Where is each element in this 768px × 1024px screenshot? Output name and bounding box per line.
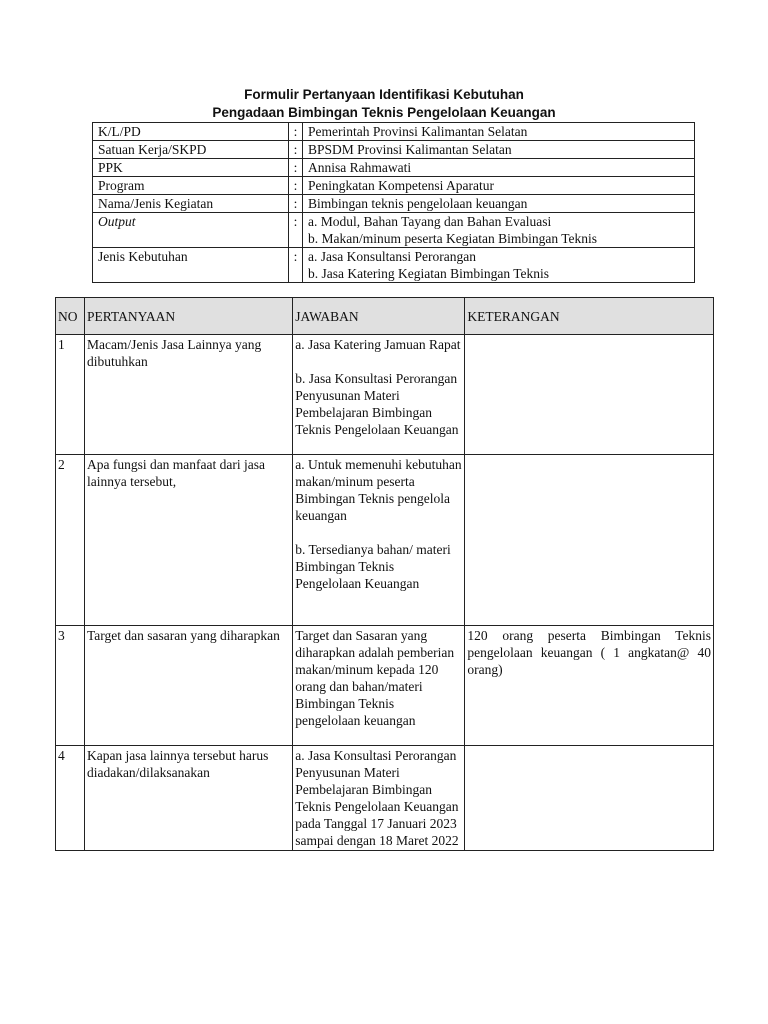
answer-part: a. Jasa Katering Jamuan Rapat (295, 337, 461, 352)
info-row (93, 159, 695, 177)
info-label: Nama/Jenis Kegiatan (93, 195, 289, 213)
header-question: PERTANYAAN (84, 298, 292, 335)
row-number: 1 (56, 335, 85, 455)
table-header-row (56, 298, 714, 335)
info-separator: : (289, 248, 303, 283)
info-row (93, 195, 695, 213)
form-subtitle: Pengadaan Bimbingan Teknis Pengelolaan Keuangan (212, 105, 556, 120)
info-separator: : (289, 177, 303, 195)
answer-part: b. Tersedianya bahan/ materi Bimbingan Teknis Pengelolaan Keuangan (295, 542, 451, 591)
row-number: 3 (56, 626, 85, 746)
info-value-line: b. Jasa Katering Kegiatan Bimbingan Teknis (308, 266, 550, 281)
row-question: Apa fungsi dan manfaat dari jasa lainnya tersebut, (84, 455, 292, 626)
answer-part: a. Untuk memenuhi kebutuhan makan/minum peserta Bimbingan Teknis pengelola keuangan (295, 457, 462, 523)
info-value-line: a. Jasa Konsultansi Perorangan (308, 249, 476, 264)
info-row (93, 177, 695, 195)
info-label: Jenis Kebutuhan (93, 248, 289, 283)
info-label: PPK (93, 159, 289, 177)
row-answer (293, 335, 465, 455)
table-row (56, 746, 714, 851)
row-question: Kapan jasa lainnya tersebut harus diadakan/dilaksanakan (84, 746, 292, 851)
info-separator: : (289, 123, 303, 141)
info-value (303, 248, 695, 283)
answer-part: b. Jasa Konsultasi Perorangan Penyusunan Materi Pembelajaran Bimbingan Teknis Pengelolaan Keuangan (295, 371, 459, 437)
row-note (465, 746, 714, 851)
header-answer: JAWABAN (293, 298, 465, 335)
qa-table (55, 297, 714, 851)
info-value: Bimbingan teknis pengelolaan keuangan (303, 195, 695, 213)
table-row (56, 335, 714, 455)
info-separator: : (289, 213, 303, 248)
info-row (93, 141, 695, 159)
row-number: 4 (56, 746, 85, 851)
row-note (465, 455, 714, 626)
info-separator: : (289, 195, 303, 213)
info-value: BPSDM Provinsi Kalimantan Selatan (303, 141, 695, 159)
info-value-line: a. Modul, Bahan Tayang dan Bahan Evaluasi (308, 214, 552, 229)
header-no: NO (56, 298, 85, 335)
row-answer: a. Jasa Konsultasi Perorangan Penyusunan Materi Pembelajaran Bimbingan Teknis Pengelolaan Keuangan pada Tanggal 17 Januari 2023 sampai dengan 18 Maret 2022 (293, 746, 465, 851)
info-separator: : (289, 159, 303, 177)
row-answer (293, 455, 465, 626)
row-note (465, 335, 714, 455)
info-label: Output (93, 213, 289, 248)
table-row (56, 626, 714, 746)
info-separator: : (289, 141, 303, 159)
info-label: Satuan Kerja/SKPD (93, 141, 289, 159)
form-title: Formulir Pertanyaan Identifikasi Kebutuhan (244, 87, 524, 102)
row-answer: Target dan Sasaran yang diharapkan adalah pemberian makan/minum kepada 120 orang dan bahan/materi Bimbingan Teknis pengelolaan keuangan (293, 626, 465, 746)
info-table (92, 122, 695, 283)
info-row (93, 213, 695, 248)
row-note: 120 orang peserta Bimbingan Teknis pengelolaan keuangan ( 1 angkatan@ 40 orang) (465, 626, 714, 746)
info-value: Peningkatan Kompetensi Aparatur (303, 177, 695, 195)
info-row (93, 123, 695, 141)
row-number: 2 (56, 455, 85, 626)
header-note: KETERANGAN (465, 298, 714, 335)
info-value: Annisa Rahmawati (303, 159, 695, 177)
info-value: Pemerintah Provinsi Kalimantan Selatan (303, 123, 695, 141)
info-value-line: b. Makan/minum peserta Kegiatan Bimbingan Teknis (308, 231, 597, 246)
info-label: K/L/PD (93, 123, 289, 141)
row-question: Target dan sasaran yang diharapkan (84, 626, 292, 746)
table-row (56, 455, 714, 626)
info-label: Program (93, 177, 289, 195)
info-value (303, 213, 695, 248)
info-row (93, 248, 695, 283)
row-question: Macam/Jenis Jasa Lainnya yang dibutuhkan (84, 335, 292, 455)
